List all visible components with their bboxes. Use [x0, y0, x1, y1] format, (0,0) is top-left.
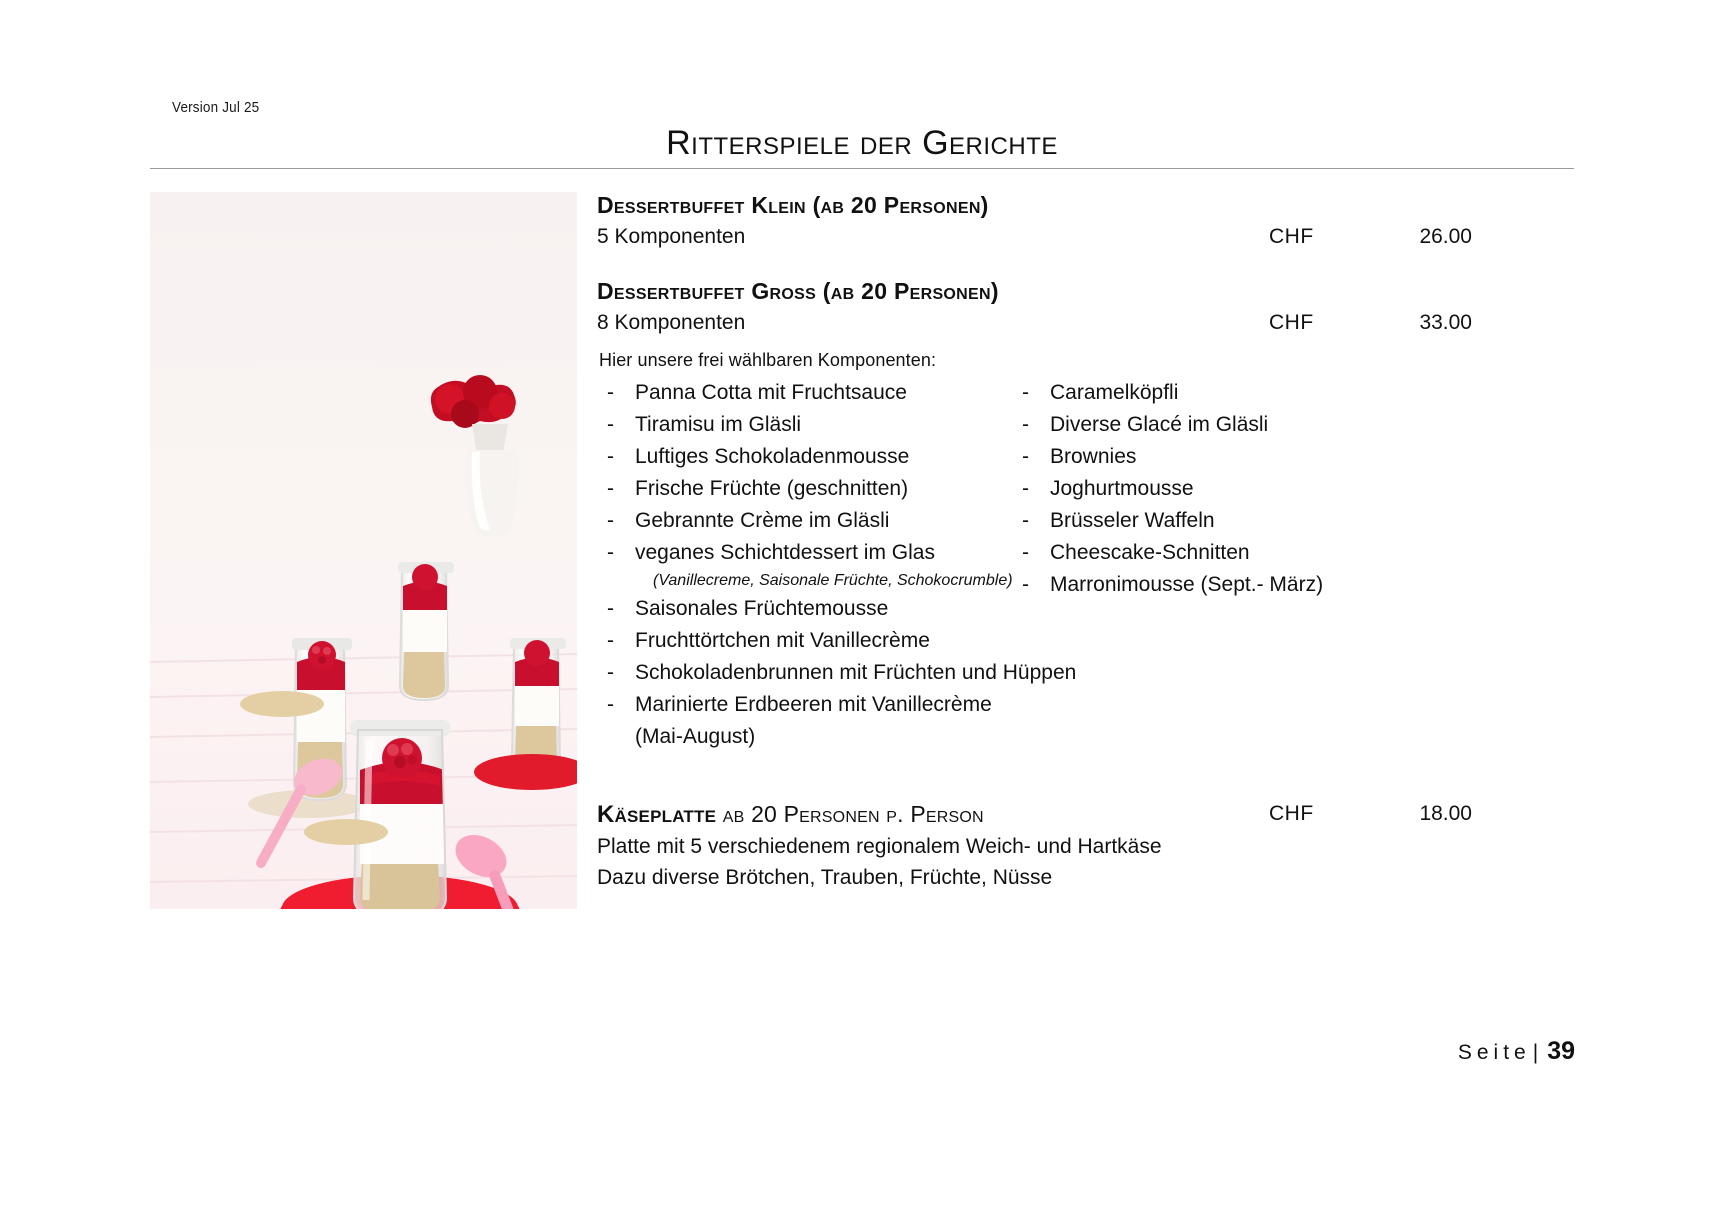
item-heading — [597, 797, 984, 832]
components-column-right — [1022, 377, 1452, 601]
list-item — [607, 625, 1027, 657]
bullet-dash: - — [607, 445, 614, 469]
item-price-row — [597, 222, 1577, 252]
bullet-dash: - — [607, 477, 614, 501]
list-item-label: Caramelköpfli — [1050, 381, 1179, 405]
list-item — [1022, 569, 1452, 601]
item-heading — [597, 278, 1577, 305]
page-footer — [1458, 1037, 1575, 1066]
bullet-dash: - — [607, 597, 614, 621]
list-item-label: Joghurtmousse — [1050, 477, 1194, 501]
item-heading-sub: (ab 20 Personen) — [812, 192, 989, 218]
bullet-dash: - — [1022, 413, 1029, 437]
item-price: 26.00 — [1419, 225, 1472, 249]
item-description: 8 Komponenten — [597, 311, 746, 335]
list-item-label: Panna Cotta mit Fruchtsauce — [635, 381, 907, 405]
menu-item-dessertbuffet-gross — [597, 278, 1577, 338]
dessert-photo-illustration — [150, 192, 577, 909]
bullet-dash: - — [607, 381, 614, 405]
list-item-label: Brownies — [1050, 445, 1137, 469]
list-item-label: Tiramisu im Gläsli — [635, 413, 802, 437]
list-item-label: Frische Früchte (geschnitten) — [635, 477, 909, 501]
item-currency: CHF — [1269, 802, 1314, 826]
list-item — [1022, 441, 1452, 473]
list-item-label: Saisonales Früchtemousse — [635, 597, 889, 621]
item-price-row — [597, 797, 1577, 831]
list-item-label: Luftiges Schokoladenmousse — [635, 445, 910, 469]
list-item-label: Gebrannte Crème im Gläsli — [635, 509, 890, 533]
list-item — [607, 505, 1027, 537]
list-item-label: Fruchttörtchen mit Vanillecrème — [635, 629, 930, 653]
bullet-dash: - — [1022, 381, 1029, 405]
list-item-continuation: (Mai-August) — [635, 725, 756, 749]
list-item-label: Brüsseler Waffeln — [1050, 509, 1215, 533]
item-heading-main: Dessertbuffet Klein — [597, 192, 806, 218]
list-item-label: Cheescake-Schnitten — [1050, 541, 1250, 565]
item-heading-sub: (ab 20 Personen) — [822, 278, 999, 305]
list-item-note: (Vanillecreme, Saisonale Früchte, Schokocrumble) — [653, 572, 1013, 590]
bullet-dash: - — [1022, 509, 1029, 533]
page-number: 39 — [1547, 1037, 1575, 1065]
bullet-dash: - — [1022, 573, 1029, 597]
list-item — [1022, 537, 1452, 569]
bullet-dash: - — [607, 509, 614, 533]
menu-item-kaeseplatte — [597, 797, 1577, 893]
item-description-line-1: Platte mit 5 verschiedenem regionalem Weich- und Hartkäse — [597, 835, 1162, 859]
list-item-label: veganes Schichtdessert im Glas — [635, 541, 935, 565]
footer-separator: | — [1532, 1041, 1542, 1064]
components-column-left — [607, 377, 1077, 753]
item-currency: CHF — [1269, 225, 1314, 249]
item-heading-main: Käseplatte — [597, 801, 717, 829]
item-currency: CHF — [1269, 311, 1314, 335]
list-item-label: Schokoladenbrunnen mit Früchten und Hüppen — [635, 661, 1077, 685]
list-item — [607, 593, 1027, 625]
item-price-row — [597, 308, 1577, 338]
bullet-dash: - — [607, 693, 614, 717]
item-heading-sub: ab 20 Personen p. Person — [716, 801, 984, 828]
version-label: Version Jul 25 — [172, 99, 260, 116]
menu-item-dessertbuffet-klein — [597, 192, 1577, 252]
list-item — [607, 689, 1027, 753]
page-title: Ritterspiele der Gerichte — [666, 124, 1058, 162]
list-item — [1022, 473, 1452, 505]
list-item — [1022, 505, 1452, 537]
bullet-dash: - — [1022, 541, 1029, 565]
dessert-photo — [150, 192, 577, 909]
item-price: 33.00 — [1419, 311, 1472, 335]
item-description: 5 Komponenten — [597, 225, 746, 249]
bullet-dash: - — [1022, 445, 1029, 469]
menu-content — [597, 192, 1577, 893]
list-item-label: Diverse Glacé im Gläsli — [1050, 413, 1269, 437]
list-item — [607, 377, 1027, 409]
components-intro: Hier unsere frei wählbaren Komponenten: — [599, 350, 937, 371]
components-list — [597, 377, 1577, 797]
list-item — [607, 473, 1027, 505]
list-item — [607, 657, 1077, 689]
item-price: 18.00 — [1419, 802, 1472, 826]
list-item — [607, 441, 1027, 473]
bullet-dash: - — [607, 629, 614, 653]
bullet-dash: - — [607, 413, 614, 437]
list-item — [607, 537, 1027, 593]
list-item-label: Marinierte Erdbeeren mit Vanillecrème — [635, 693, 992, 717]
item-heading-main: Dessertbuffet Gross — [597, 278, 817, 305]
item-heading — [597, 192, 1577, 219]
list-item-label: Marronimousse (Sept.- März) — [1050, 573, 1324, 597]
footer-label: Seite — [1457, 1041, 1531, 1064]
bullet-dash: - — [607, 541, 614, 565]
list-item — [1022, 409, 1452, 441]
title-divider — [150, 168, 1574, 169]
bullet-dash: - — [607, 661, 614, 685]
list-item — [607, 409, 1027, 441]
bullet-dash: - — [1022, 477, 1029, 501]
item-description-line-2: Dazu diverse Brötchen, Trauben, Früchte, Nüsse — [597, 866, 1053, 890]
list-item — [1022, 377, 1452, 409]
